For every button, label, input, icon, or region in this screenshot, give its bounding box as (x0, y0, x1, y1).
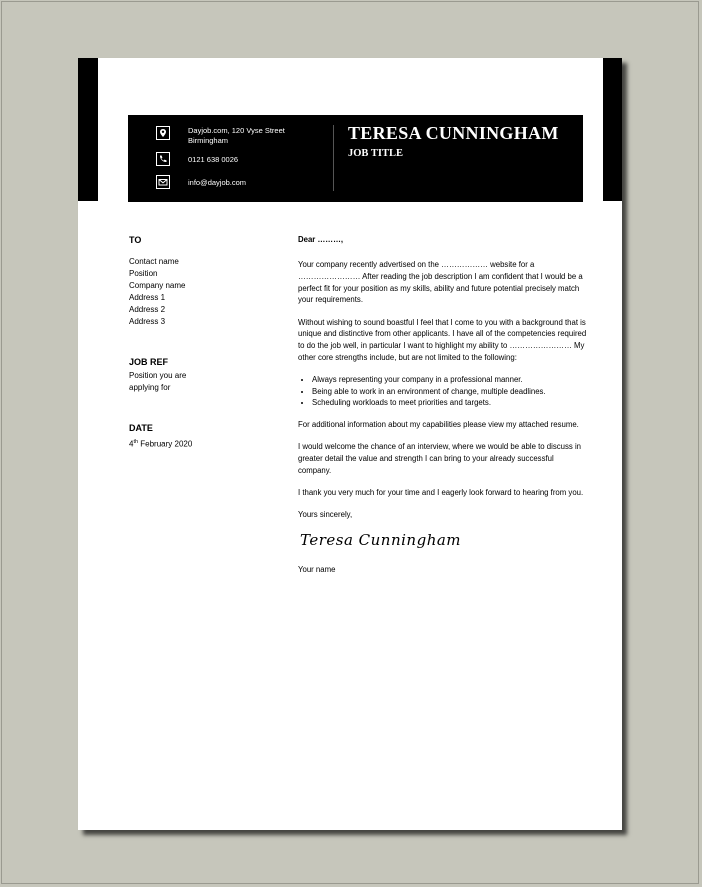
to-line: Position (129, 269, 158, 278)
contact-email: info@dayjob.com (188, 178, 247, 187)
list-item: • Always representing your company in a professional manner. (312, 374, 588, 386)
strengths-list (298, 374, 588, 409)
to-line: Contact name (129, 257, 179, 266)
header-bar-left (78, 58, 98, 201)
your-name: Your name (298, 565, 336, 575)
list-item: • Scheduling workloads to meet priorities and targets. (312, 397, 588, 409)
header-block (128, 115, 583, 202)
date-value: 4th February 2020 (129, 439, 193, 449)
closing: Yours sincerely, (298, 509, 353, 519)
paragraph-resume: For additional information about my capabilities please view my attached resume. (298, 419, 579, 429)
letter-body (298, 234, 588, 587)
header-divider (333, 125, 334, 191)
recipient-sidebar (129, 234, 279, 451)
contact-phone: 0121 638 0026 (188, 155, 239, 164)
paragraph-intro: Your company recently advertised on the ……………… website for a …………………… After reading the job description I am confident that I would be a perfect fit for your position as my skills, ability and future potential precisely match your requirements. (298, 260, 583, 305)
greeting: Dear ………, (298, 235, 344, 244)
contact-address: Dayjob.com, 120 Vyse Street Birmingham (188, 126, 285, 145)
paragraph-thanks: I thank you very much for your time and I eagerly look forward to hearing from you. (298, 487, 584, 497)
to-line: Address 2 (129, 305, 166, 314)
jobref-line: applying for (129, 383, 171, 392)
signature: Teresa Cunningham (300, 530, 462, 549)
to-heading: TO (129, 235, 142, 245)
jobref-heading: JOB REF (129, 357, 169, 367)
applicant-name: TERESA CUNNINGHAM (348, 123, 559, 143)
phone-icon (156, 152, 170, 166)
jobref-line: Position you are (129, 371, 187, 380)
cover-letter-page (78, 58, 622, 830)
to-line: Company name (129, 281, 186, 290)
location-pin-icon (156, 126, 170, 140)
list-item: • Being able to work in an environment of change, multiple deadlines. (312, 386, 588, 398)
paragraph-interview: I would welcome the chance of an interview, where we would be able to discuss in greater detail the value and strength I can bring to your already successful company. (298, 442, 582, 475)
job-title: JOB TITLE (348, 148, 403, 159)
header-bar-right (603, 58, 622, 201)
to-line: Address 1 (129, 293, 166, 302)
paragraph-strengths: Without wishing to sound boastful I feel that I come to you with a background that is unique and distinctive from other applicants. I have all of the competencies required to do the job well, in particular I want to highlight my ability to …………………… My other core strengths include, but are not limited to the following: (298, 317, 587, 362)
envelope-icon (156, 175, 170, 189)
date-heading: DATE (129, 423, 153, 433)
to-line: Address 3 (129, 317, 166, 326)
